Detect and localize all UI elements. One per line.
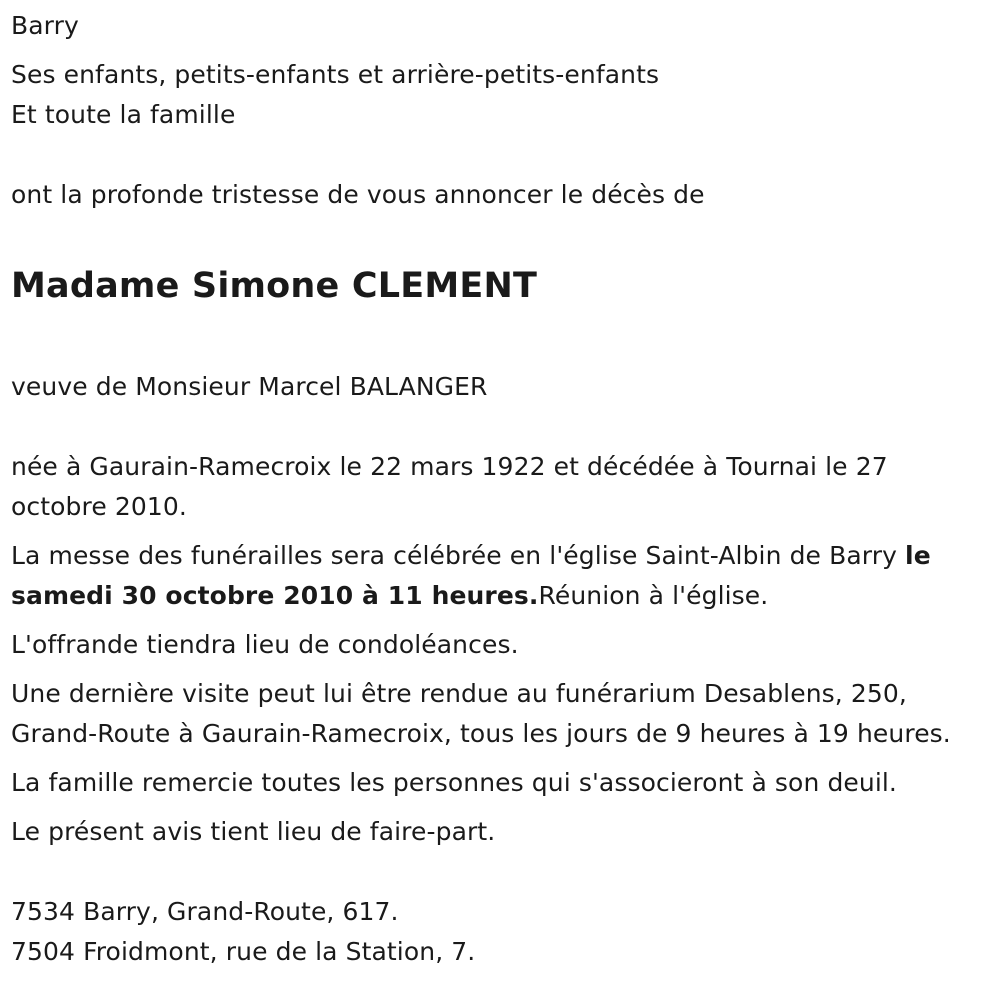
widow-of: veuve de Monsieur Marcel BALANGER — [11, 372, 488, 401]
town-name: Barry — [11, 11, 79, 40]
funeral-date: le samedi 30 octobre 2010 à 11 heures. — [11, 541, 931, 610]
funeral-suffix: Réunion à l'église. — [538, 581, 769, 610]
notice-text: Le présent avis tient lieu de faire-part. — [11, 817, 496, 846]
funeral-prefix: La messe des funérailles sera célébrée en l'église Saint-Albin de Barry — [11, 541, 906, 570]
intro-text: ont la profonde tristesse de vous annoncer le décès de — [11, 180, 705, 209]
thanks-text: La famille remercie toutes les personnes qui s'associeront à son deuil. — [11, 768, 897, 797]
visit-text: Une dernière visite peut lui être rendue au funérarium Desablens, 250, Grand-Route à Gaurain-Ramecroix, tous les jours de 9 heures à 19 heures. — [11, 679, 951, 748]
obituary-notice — [11, 0, 986, 972]
deceased-name: Madame Simone CLEMENT — [11, 266, 538, 306]
family-line-2: Et toute la famille — [11, 100, 236, 129]
funeral-text — [11, 536, 986, 616]
birth-death-text: née à Gaurain-Ramecroix le 22 mars 1922 et décédée à Tournai le 27 octobre 2010. — [11, 452, 888, 521]
address-1: 7534 Barry, Grand-Route, 617. — [11, 897, 399, 926]
family-line-1: Ses enfants, petits-enfants et arrière-petits-enfants — [11, 60, 660, 89]
address-2: 7504 Froidmont, rue de la Station, 7. — [11, 937, 476, 966]
condolences-text: L'offrande tiendra lieu de condoléances. — [11, 630, 519, 659]
